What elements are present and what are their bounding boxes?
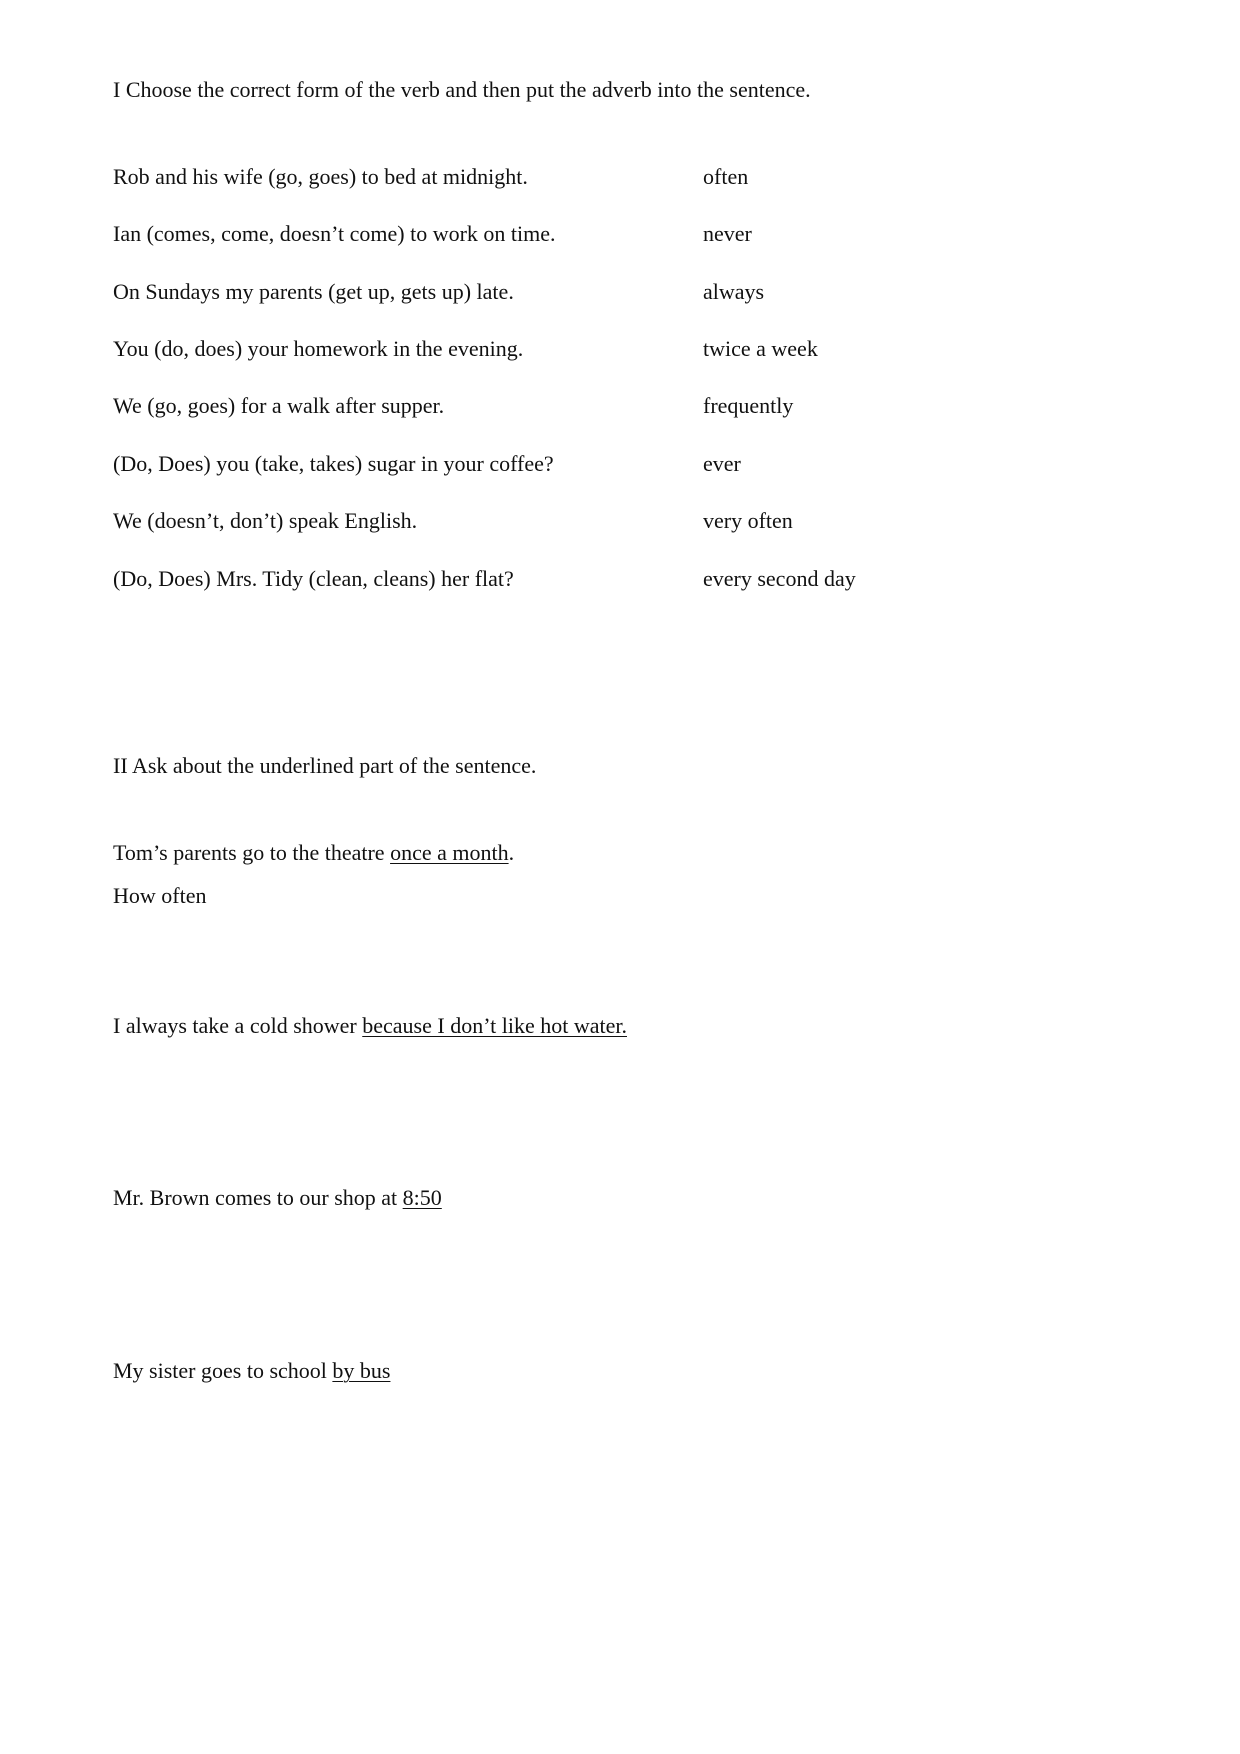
exercise1-sentence: You (do, does) your homework in the evening. <box>113 336 524 361</box>
exercise1-adverb: always <box>703 279 765 304</box>
exercise1-adverb: twice a week <box>703 336 818 361</box>
exercise1-sentence: We (go, goes) for a walk after supper. <box>113 393 445 418</box>
underlined-part: once a month <box>390 840 509 865</box>
question-prompt: How often <box>113 883 207 908</box>
sentence-text: My sister goes to school <box>113 1358 333 1383</box>
underlined-part: by bus <box>332 1358 391 1383</box>
exercise1-sentence: Rob and his wife (go, goes) to bed at midnight. <box>113 164 528 189</box>
sentence-text: Tom’s parents go to the theatre <box>113 840 391 865</box>
exercise1-adverb: never <box>703 221 752 246</box>
exercise1-adverb: every second day <box>703 566 856 591</box>
exercise1-adverb: frequently <box>703 393 794 418</box>
exercise1-adverb: often <box>703 164 749 189</box>
exercise2-sentence <box>113 1360 390 1382</box>
section1-instruction: I Choose the correct form of the verb and then put the adverb into the sentence. <box>113 77 811 102</box>
exercise2-sentence <box>113 1015 627 1037</box>
exercise1-sentence: (Do, Does) Mrs. Tidy (clean, cleans) her flat? <box>113 566 514 591</box>
exercise2-sentence <box>113 1187 442 1209</box>
underlined-part: 8:50 <box>402 1185 442 1210</box>
underlined-part: because I don’t like hot water. <box>362 1013 627 1038</box>
sentence-end: . <box>508 840 515 865</box>
exercise2-sentence <box>113 842 514 864</box>
exercise1-sentence: On Sundays my parents (get up, gets up) late. <box>113 279 514 304</box>
exercise1-adverb: very often <box>703 508 793 533</box>
section2-instruction: II Ask about the underlined part of the sentence. <box>113 753 537 778</box>
exercise1-adverb: ever <box>703 451 741 476</box>
sentence-text: I always take a cold shower <box>113 1013 363 1038</box>
exercise1-sentence: Ian (comes, come, doesn’t come) to work on time. <box>113 221 556 246</box>
exercise1-sentence: We (doesn’t, don’t) speak English. <box>113 508 418 533</box>
sentence-text: Mr. Brown comes to our shop at <box>113 1185 403 1210</box>
exercise1-sentence: (Do, Does) you (take, takes) sugar in your coffee? <box>113 451 554 476</box>
